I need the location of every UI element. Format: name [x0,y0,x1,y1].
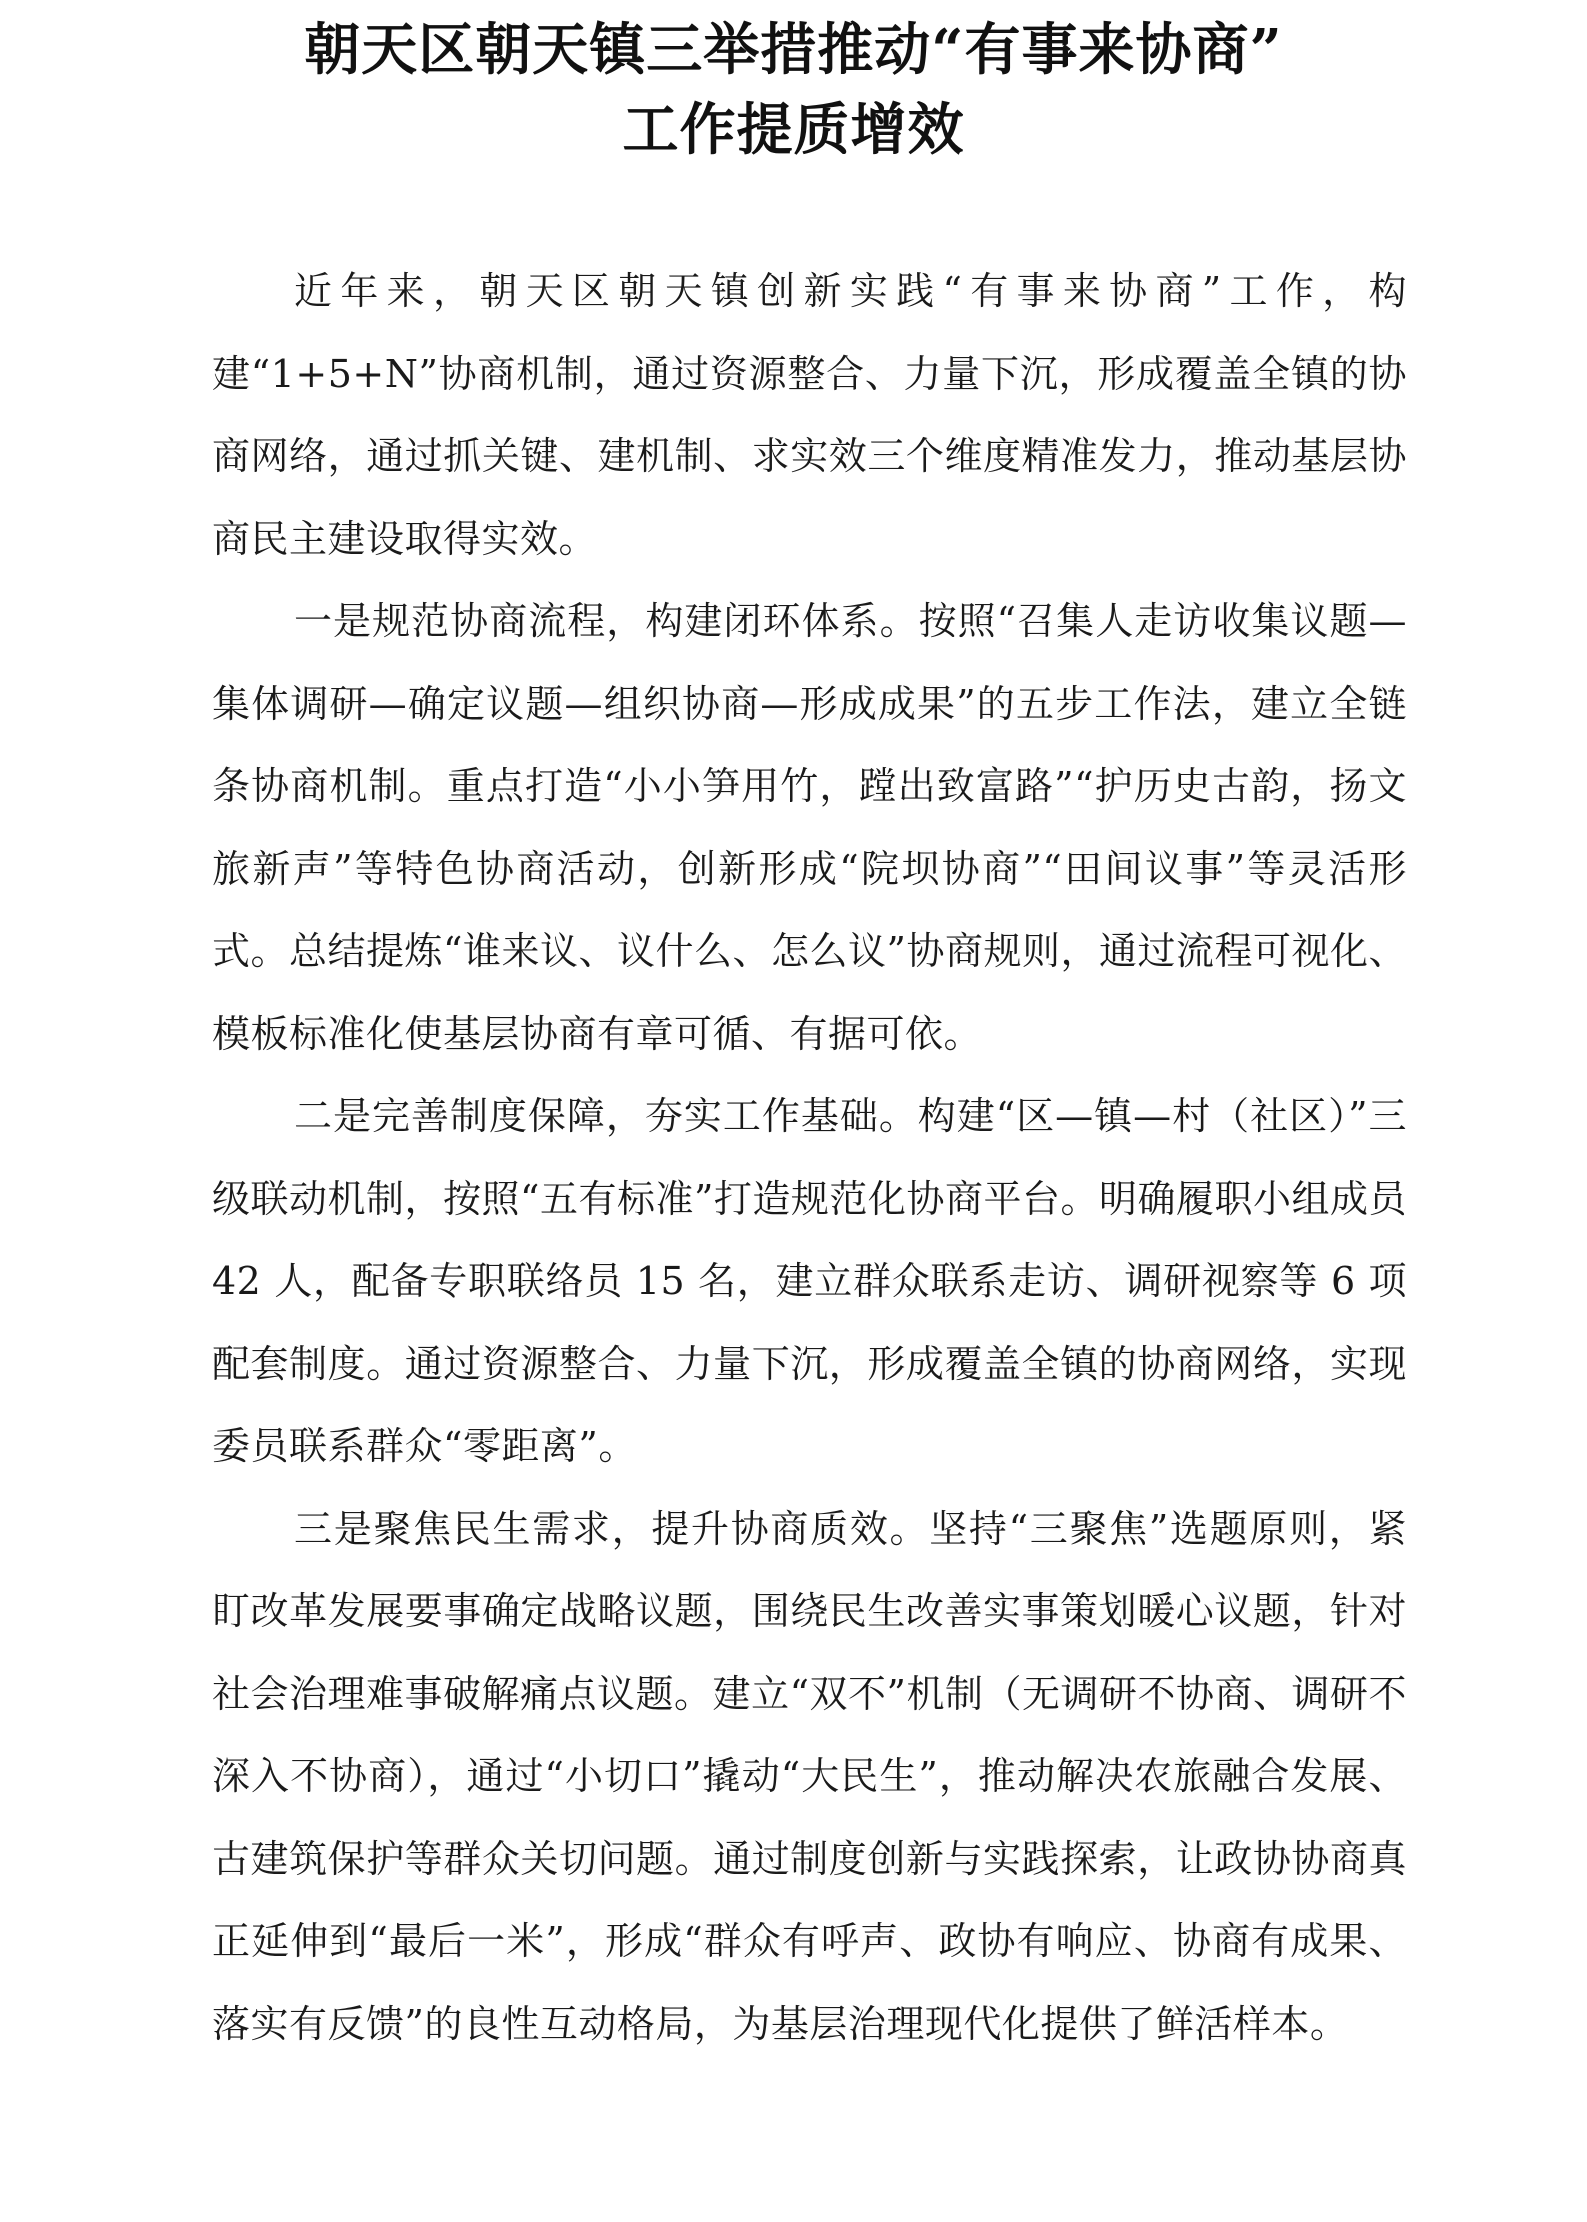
paragraph-measure-1: 一是规范协商流程，构建闭环体系。按照“召集人走访收集议题—集体调研—确定议题—组织协商—形成成果”的五步工作法，建立全链条协商机制。重点打造“小小笋用竹，蹚出致富路”“护历史古韵，扬文旅新声”等特色协商活动，创新形成“院坝协商”“田间议事”等灵活形式。总结提炼“谁来议、议什么、怎么议”协商规则，通过流程可视化、模板标准化使基层协商有章可循、有据可依。 [212,599,1407,1056]
document-title-line-2: 工作提质增效 [622,97,965,163]
paragraph-intro: 近年来，朝天区朝天镇创新实践“有事来协商”工作，构建“1+5+N”协商机制，通过资源整合、力量下沉，形成覆盖全镇的协商网络，通过抓关键、建机制、求实效三个维度精准发力，推动基层协商民主建设取得实效。 [212,269,1407,561]
paragraph-measure-3: 三是聚焦民生需求，提升协商质效。坚持“三聚焦”选题原则，紧盯改革发展要事确定战略议题，围绕民生改善实事策划暖心议题，针对社会治理难事破解痛点议题。建立“双不”机制（无调研不协商、调研不深入不协商），通过“小切口”撬动“大民生”，推动解决农旅融合发展、古建筑保护等群众关切问题。通过制度创新与实践探索，让政协协商真正延伸到“最后一米”，形成“群众有呼声、政协有响应、协商有成果、落实有反馈”的良性互动格局，为基层治理现代化提供了鲜活样本。 [212,1506,1407,2046]
paragraph-measure-2: 二是完善制度保障，夯实工作基础。构建“区—镇—村（社区）”三级联动机制，按照“五有标准”打造规范化协商平台。明确履职小组成员 42 人，配备专职联络员 15 名，建立群众联系走访、调研视察等 6 项配套制度。通过资源整合、力量下沉，形成覆盖全镇的协商网络，实现委员联系群众“零距离”。 [212,1094,1407,1468]
document-body [212,250,1407,2065]
document-title-line-1: 朝天区朝天镇三举措推动“有事来协商” [304,17,1283,83]
